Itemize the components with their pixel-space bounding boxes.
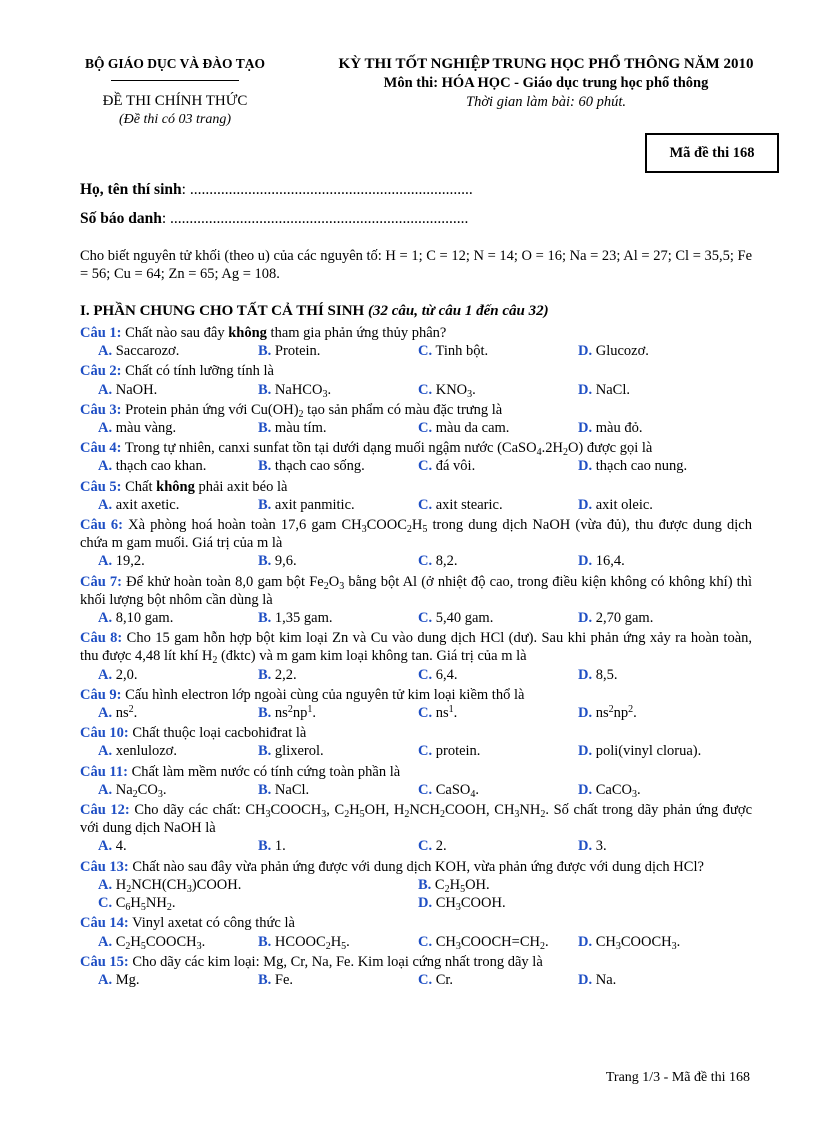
options-row xyxy=(80,894,752,912)
option-letter: C. xyxy=(418,666,433,683)
option-letter: A. xyxy=(98,666,113,683)
option-letter: A. xyxy=(98,420,113,437)
question-stem xyxy=(80,439,752,457)
option-letter: D. xyxy=(578,666,593,683)
options-row xyxy=(80,609,752,627)
answer-option xyxy=(98,837,258,855)
question-number: Câu 9: xyxy=(80,686,122,703)
option-text: 2,0. xyxy=(112,666,138,683)
question-item xyxy=(80,914,752,950)
question-stem xyxy=(80,629,752,665)
answer-option xyxy=(258,496,418,514)
options-row xyxy=(80,933,752,951)
question-text: Trong tự nhiên, canxi sunfat tồn tại dưới dạng muối ngậm nước $(CaSO_4.2H_2O)$ được gọi là xyxy=(121,440,653,459)
answer-option xyxy=(418,609,578,627)
answer-option xyxy=(98,894,418,912)
option-letter: C. xyxy=(418,705,433,722)
answer-option xyxy=(98,704,258,722)
question-text: Chất có tính lưỡng tính là xyxy=(121,363,274,380)
option-letter: A. xyxy=(98,838,113,855)
question-text: Để khử hoàn toàn 8,0 gam bột $Fe_2O_3$ bằng bột Al (ở nhiệt độ cao, trong điều kiện không có không khí) thì khối lượng bột nhôm cần dùng là xyxy=(80,573,752,608)
answer-option xyxy=(98,496,258,514)
option-text: protein. xyxy=(432,743,481,760)
answer-option xyxy=(578,342,738,360)
answer-option xyxy=(578,457,738,475)
option-letter: C. xyxy=(418,781,433,798)
answer-option xyxy=(418,837,578,855)
answer-option xyxy=(258,381,418,399)
option-text: Mg. xyxy=(112,971,140,988)
option-text: poli(vinyl clorua). xyxy=(592,743,702,760)
answer-option xyxy=(418,971,578,989)
options-row xyxy=(80,342,752,360)
option-letter: D. xyxy=(578,781,593,798)
header-left xyxy=(60,56,290,128)
options-row xyxy=(80,704,752,722)
option-text: NaCl. xyxy=(271,781,310,798)
option-text: 9,6. xyxy=(271,553,297,570)
option-letter: B. xyxy=(258,420,272,437)
answer-option xyxy=(578,933,738,951)
option-letter: D. xyxy=(578,838,593,855)
question-number: Câu 5: xyxy=(80,478,122,495)
option-letter: A. xyxy=(98,381,113,398)
option-text: $CH_3COOCH=CH_2$. xyxy=(432,933,549,952)
option-letter: D. xyxy=(578,971,593,988)
answer-option xyxy=(418,381,578,399)
option-text: Glucozơ. xyxy=(592,343,649,360)
question-stem xyxy=(80,763,752,781)
question-stem xyxy=(80,724,752,742)
option-text: $Na_2CO_3$. xyxy=(112,781,167,800)
option-text: màu tím. xyxy=(271,420,327,437)
option-text: $CH_3COOCH_3$. xyxy=(592,933,681,952)
candidate-name-label: Họ, tên thí sinh xyxy=(80,181,182,198)
option-letter: D. xyxy=(578,553,593,570)
exam-time: Thời gian làm bài: 60 phút. xyxy=(466,94,626,110)
options-row xyxy=(80,381,752,399)
option-letter: D. xyxy=(578,343,593,360)
question-stem xyxy=(80,914,752,932)
question-number: Câu 1: xyxy=(80,325,122,341)
question-stem xyxy=(80,478,752,496)
question-stem xyxy=(80,686,752,704)
question-number: Câu 11: xyxy=(80,763,128,780)
option-letter: D. xyxy=(578,610,593,627)
option-text: axit stearic. xyxy=(432,496,503,513)
question-number: Câu 14: xyxy=(80,915,129,932)
answer-option xyxy=(578,419,738,437)
question-item xyxy=(80,478,752,514)
option-letter: A. xyxy=(98,343,113,360)
answer-option xyxy=(98,742,258,760)
question-item xyxy=(80,724,752,760)
question-number: Câu 2: xyxy=(80,363,122,380)
option-letter: C. xyxy=(418,743,433,760)
option-letter: D. xyxy=(578,381,593,398)
candidate-id-field xyxy=(80,210,468,228)
option-letter: A. xyxy=(98,781,113,798)
option-text: $C_2H_5COOCH_3$. xyxy=(112,933,206,952)
question-text: Chất làm mềm nước có tính cứng toàn phần là xyxy=(127,763,401,780)
answer-option xyxy=(418,742,578,760)
option-text: axit panmitic. xyxy=(271,496,355,513)
option-text: 1,35 gam. xyxy=(271,610,333,627)
option-letter: C. xyxy=(418,610,433,627)
option-text: CaCO$_3$. xyxy=(592,781,641,800)
answer-option xyxy=(98,609,258,627)
question-number: Câu 15: xyxy=(80,953,129,970)
option-text: $CH_3COOH$. xyxy=(432,895,506,914)
question-number: Câu 8: xyxy=(80,630,123,647)
header-right xyxy=(296,56,796,111)
question-stem xyxy=(80,324,752,342)
atomic-masses-note: Cho biết nguyên tử khối (theo u) của các nguyên tố: H = 1; C = 12; N = 14; O = 16; Na = 23; Al = 27; Cl = 35,5; Fe = 56; Cu = 64; Zn = 65; Ag = 108. xyxy=(80,248,753,282)
options-row xyxy=(80,496,752,514)
question-number: Câu 4: xyxy=(80,440,122,457)
option-letter: D. xyxy=(578,458,593,475)
option-letter: B. xyxy=(258,381,272,398)
answer-option xyxy=(258,971,418,989)
exam-subject: Môn thi: HÓA HỌC - Giáo dục trung học phổ thông xyxy=(383,75,709,91)
options-row xyxy=(80,781,752,799)
option-letter: D. xyxy=(578,496,593,513)
option-letter: D. xyxy=(578,420,593,437)
answer-option xyxy=(578,742,738,760)
answer-option xyxy=(578,496,738,514)
options-row xyxy=(80,837,752,855)
question-item xyxy=(80,953,752,989)
answer-option xyxy=(258,837,418,855)
official-label: ĐỀ THI CHÍNH THỨC xyxy=(102,93,248,109)
answer-option xyxy=(258,609,418,627)
option-letter: C. xyxy=(418,838,433,855)
answer-option xyxy=(258,666,418,684)
option-letter: B. xyxy=(258,743,272,760)
question-item xyxy=(80,439,752,475)
options-row xyxy=(80,971,752,989)
answer-option xyxy=(98,381,258,399)
answer-option xyxy=(418,781,578,799)
answer-option xyxy=(418,457,578,475)
answer-option xyxy=(578,837,738,855)
question-text: Cho dãy các kim loại: Mg, Cr, Na, Fe. Kim loại cứng nhất trong dãy là xyxy=(128,953,543,970)
options-row xyxy=(80,552,752,570)
answer-option xyxy=(418,552,578,570)
option-text: Cr. xyxy=(432,971,454,988)
answer-option xyxy=(258,419,418,437)
option-letter: B. xyxy=(418,876,432,893)
answer-option xyxy=(418,419,578,437)
option-text: 4. xyxy=(112,838,127,855)
candidate-name-field xyxy=(80,181,473,199)
answer-option xyxy=(98,419,258,437)
candidate-name-blank: : ......................................................................... xyxy=(181,181,473,198)
option-letter: B. xyxy=(258,838,272,855)
answer-option xyxy=(578,381,738,399)
section-heading xyxy=(80,303,549,320)
question-item xyxy=(80,858,752,913)
section-note: (32 câu, từ câu 1 đến câu 32) xyxy=(367,303,549,319)
option-text: Fe. xyxy=(271,971,294,988)
question-text: Protein phản ứng với $Cu(OH)_2$ tạo sản phẩm có màu đặc trưng là xyxy=(121,401,503,420)
option-text: Tinh bột. xyxy=(432,343,489,360)
answer-option xyxy=(258,552,418,570)
question-stem xyxy=(80,573,752,609)
question-number: Câu 12: xyxy=(80,802,130,819)
option-letter: C. xyxy=(418,553,433,570)
option-text: 16,4. xyxy=(592,553,625,570)
pages-note: (Đề thi có 03 trang) xyxy=(119,112,231,127)
question-item xyxy=(80,401,752,437)
options-row xyxy=(80,419,752,437)
question-number: Câu 10: xyxy=(80,725,129,742)
answer-option xyxy=(418,704,578,722)
option-text: 2. xyxy=(432,838,447,855)
question-item xyxy=(80,629,752,684)
option-text: 2,70 gam. xyxy=(592,610,654,627)
answer-option xyxy=(258,933,418,951)
option-letter: B. xyxy=(258,666,272,683)
answer-option xyxy=(98,971,258,989)
option-text: $ns^2np^1$. xyxy=(271,704,316,722)
option-letter: D. xyxy=(578,705,593,722)
question-item xyxy=(80,763,752,799)
answer-option xyxy=(418,933,578,951)
option-letter: B. xyxy=(258,610,272,627)
question-text: Vinyl axetat có công thức là xyxy=(128,915,295,932)
answer-option xyxy=(578,704,738,722)
option-letter: C. xyxy=(418,971,433,988)
answer-option xyxy=(98,457,258,475)
page-footer: Trang 1/3 - Mã đề thi 168 xyxy=(605,1070,750,1085)
option-letter: B. xyxy=(258,971,272,988)
option-letter: D. xyxy=(418,895,433,912)
option-text: Saccarozơ. xyxy=(112,343,180,360)
option-letter: A. xyxy=(98,496,113,513)
option-text: $ns^1$. xyxy=(432,704,458,722)
answer-option xyxy=(578,552,738,570)
exam-code-box: Mã đề thi 168 xyxy=(645,133,779,173)
answer-option xyxy=(418,894,738,912)
option-text: thạch cao nung. xyxy=(592,458,688,475)
option-text: màu vàng. xyxy=(112,420,177,437)
option-text: đá vôi. xyxy=(432,458,476,475)
question-text: Cấu hình electron lớp ngoài cùng của nguyên tử kim loại kiềm thổ là xyxy=(121,686,525,703)
answer-option xyxy=(98,781,258,799)
option-letter: B. xyxy=(258,933,272,950)
question-stem xyxy=(80,858,752,876)
section-title: I. PHẦN CHUNG CHO TẤT CẢ THÍ SINH xyxy=(80,303,365,319)
option-letter: A. xyxy=(98,553,113,570)
option-letter: C. xyxy=(98,895,113,912)
header-divider xyxy=(111,80,239,81)
option-text: thạch cao khan. xyxy=(112,458,207,475)
option-text: 8,10 gam. xyxy=(112,610,174,627)
answer-option xyxy=(578,609,738,627)
option-text: màu da cam. xyxy=(432,420,510,437)
option-text: màu đỏ. xyxy=(592,420,643,437)
option-text: 6,4. xyxy=(432,666,458,683)
option-letter: B. xyxy=(258,553,272,570)
answer-option xyxy=(258,704,418,722)
option-text: $ns^2$. xyxy=(112,704,138,722)
answer-option xyxy=(98,933,258,951)
option-letter: B. xyxy=(258,781,272,798)
option-text: 2,2. xyxy=(271,666,297,683)
options-row xyxy=(80,742,752,760)
question-stem xyxy=(80,516,752,552)
option-letter: A. xyxy=(98,458,113,475)
question-text: Cho dãy các chất: $CH_3COOCH_3$, $C_2H_5OH$, $H_2NCH_2COOH$, $CH_3NH_2$. Số chất trong dãy phản ứng được với dung dịch NaOH là xyxy=(80,802,753,837)
question-text: Xà phòng hoá hoàn toàn 17,6 gam $CH_3COOC_2H_5$ trong dung dịch NaOH (vừa đủ), thu được dung dịch chứa m gam muối. Giá trị của m là xyxy=(80,517,752,552)
option-text: $C_2H_5OH$. xyxy=(431,876,490,895)
question-item xyxy=(80,573,752,628)
option-letter: A. xyxy=(98,705,113,722)
answer-option xyxy=(578,666,738,684)
question-text: Chất nào sau đây không tham gia phản ứng thủy phân? xyxy=(121,325,447,341)
question-text: Chất không phải axit béo là xyxy=(121,478,288,495)
question-text: Chất thuộc loại cacbohiđrat là xyxy=(128,725,307,742)
option-text: 8,2. xyxy=(432,553,458,570)
option-letter: C. xyxy=(418,420,433,437)
candidate-id-label: Số báo danh xyxy=(80,210,162,227)
question-stem xyxy=(80,362,752,380)
option-letter: A. xyxy=(98,610,113,627)
answer-option xyxy=(418,666,578,684)
ministry-name: BỘ GIÁO DỤC VÀ ĐÀO TẠO xyxy=(85,56,265,71)
option-text: NaOH. xyxy=(112,381,158,398)
option-text: 5,40 gam. xyxy=(432,610,494,627)
option-letter: C. xyxy=(418,343,433,360)
option-text: 3. xyxy=(592,838,607,855)
option-letter: B. xyxy=(258,458,272,475)
option-letter: C. xyxy=(418,496,433,513)
option-text: 19,2. xyxy=(112,553,145,570)
question-text: Chất nào sau đây vừa phản ứng được với dung dịch KOH, vừa phản ứng được với dung dịch HCl? xyxy=(128,858,704,875)
option-letter: B. xyxy=(258,705,272,722)
option-letter: A. xyxy=(98,933,113,950)
answer-option xyxy=(258,742,418,760)
option-text: axit oleic. xyxy=(592,496,653,513)
option-letter: B. xyxy=(258,496,272,513)
answer-option xyxy=(578,971,738,989)
question-number: Câu 7: xyxy=(80,573,123,590)
option-letter: C. xyxy=(418,933,433,950)
question-item xyxy=(80,324,752,360)
option-letter: B. xyxy=(258,343,272,360)
exam-title: KỲ THI TỐT NGHIỆP TRUNG HỌC PHỔ THÔNG NĂM 2010 xyxy=(338,56,754,72)
question-item xyxy=(80,686,752,722)
options-row xyxy=(80,457,752,475)
answer-option xyxy=(578,781,738,799)
option-letter: A. xyxy=(98,876,113,893)
answer-option xyxy=(98,342,258,360)
answer-option xyxy=(258,342,418,360)
option-text: thạch cao sống. xyxy=(271,458,365,475)
option-text: xenlulozơ. xyxy=(112,743,177,760)
question-item xyxy=(80,362,752,398)
answer-option xyxy=(98,876,418,894)
option-text: glixerol. xyxy=(271,743,324,760)
option-letter: C. xyxy=(418,458,433,475)
option-letter: A. xyxy=(98,971,113,988)
question-number: Câu 3: xyxy=(80,401,122,418)
option-text: 8,5. xyxy=(592,666,618,683)
question-text: Cho 15 gam hỗn hợp bột kim loại Zn và Cu vào dung dịch HCl (dư). Sau khi phản ứng xảy ra hoàn toàn, thu được 4,48 lít khí $H_2$ (đktc) và m gam kim loại không tan. Giá trị của m là xyxy=(80,630,752,667)
option-text: $KNO_3$. xyxy=(432,381,476,400)
option-letter: D. xyxy=(578,743,593,760)
option-letter: D. xyxy=(578,933,593,950)
candidate-id-blank: : ............................................................................. xyxy=(161,210,469,227)
question-item xyxy=(80,801,752,856)
answer-option xyxy=(98,552,258,570)
answer-option xyxy=(418,496,578,514)
question-number: Câu 6: xyxy=(80,517,123,534)
option-letter: A. xyxy=(98,743,113,760)
option-letter: C. xyxy=(418,381,433,398)
option-text: $C_6H_5NH_2$. xyxy=(112,895,176,914)
answer-option xyxy=(258,457,418,475)
question-stem xyxy=(80,953,752,971)
option-text: CaSO$_4$. xyxy=(432,781,480,800)
option-text: $HCOOC_2H_5$. xyxy=(271,933,350,952)
options-row xyxy=(80,876,752,894)
answer-option xyxy=(98,666,258,684)
question-list xyxy=(80,324,752,991)
option-text: Protein. xyxy=(271,343,321,360)
question-item xyxy=(80,516,752,571)
answer-option xyxy=(418,876,738,894)
answer-option xyxy=(258,781,418,799)
option-text: NaHCO$_3$. xyxy=(271,381,332,400)
option-text: $H_2NCH(CH_3)COOH$. xyxy=(112,876,242,895)
option-text: Na. xyxy=(592,971,617,988)
option-text: axit axetic. xyxy=(112,496,180,513)
option-text: NaCl. xyxy=(592,381,630,398)
question-stem xyxy=(80,401,752,419)
option-text: $ns^2np^2$. xyxy=(592,704,637,722)
answer-option xyxy=(418,342,578,360)
question-stem xyxy=(80,801,752,837)
option-text: 1. xyxy=(271,838,286,855)
question-number: Câu 13: xyxy=(80,858,129,875)
options-row xyxy=(80,666,752,684)
